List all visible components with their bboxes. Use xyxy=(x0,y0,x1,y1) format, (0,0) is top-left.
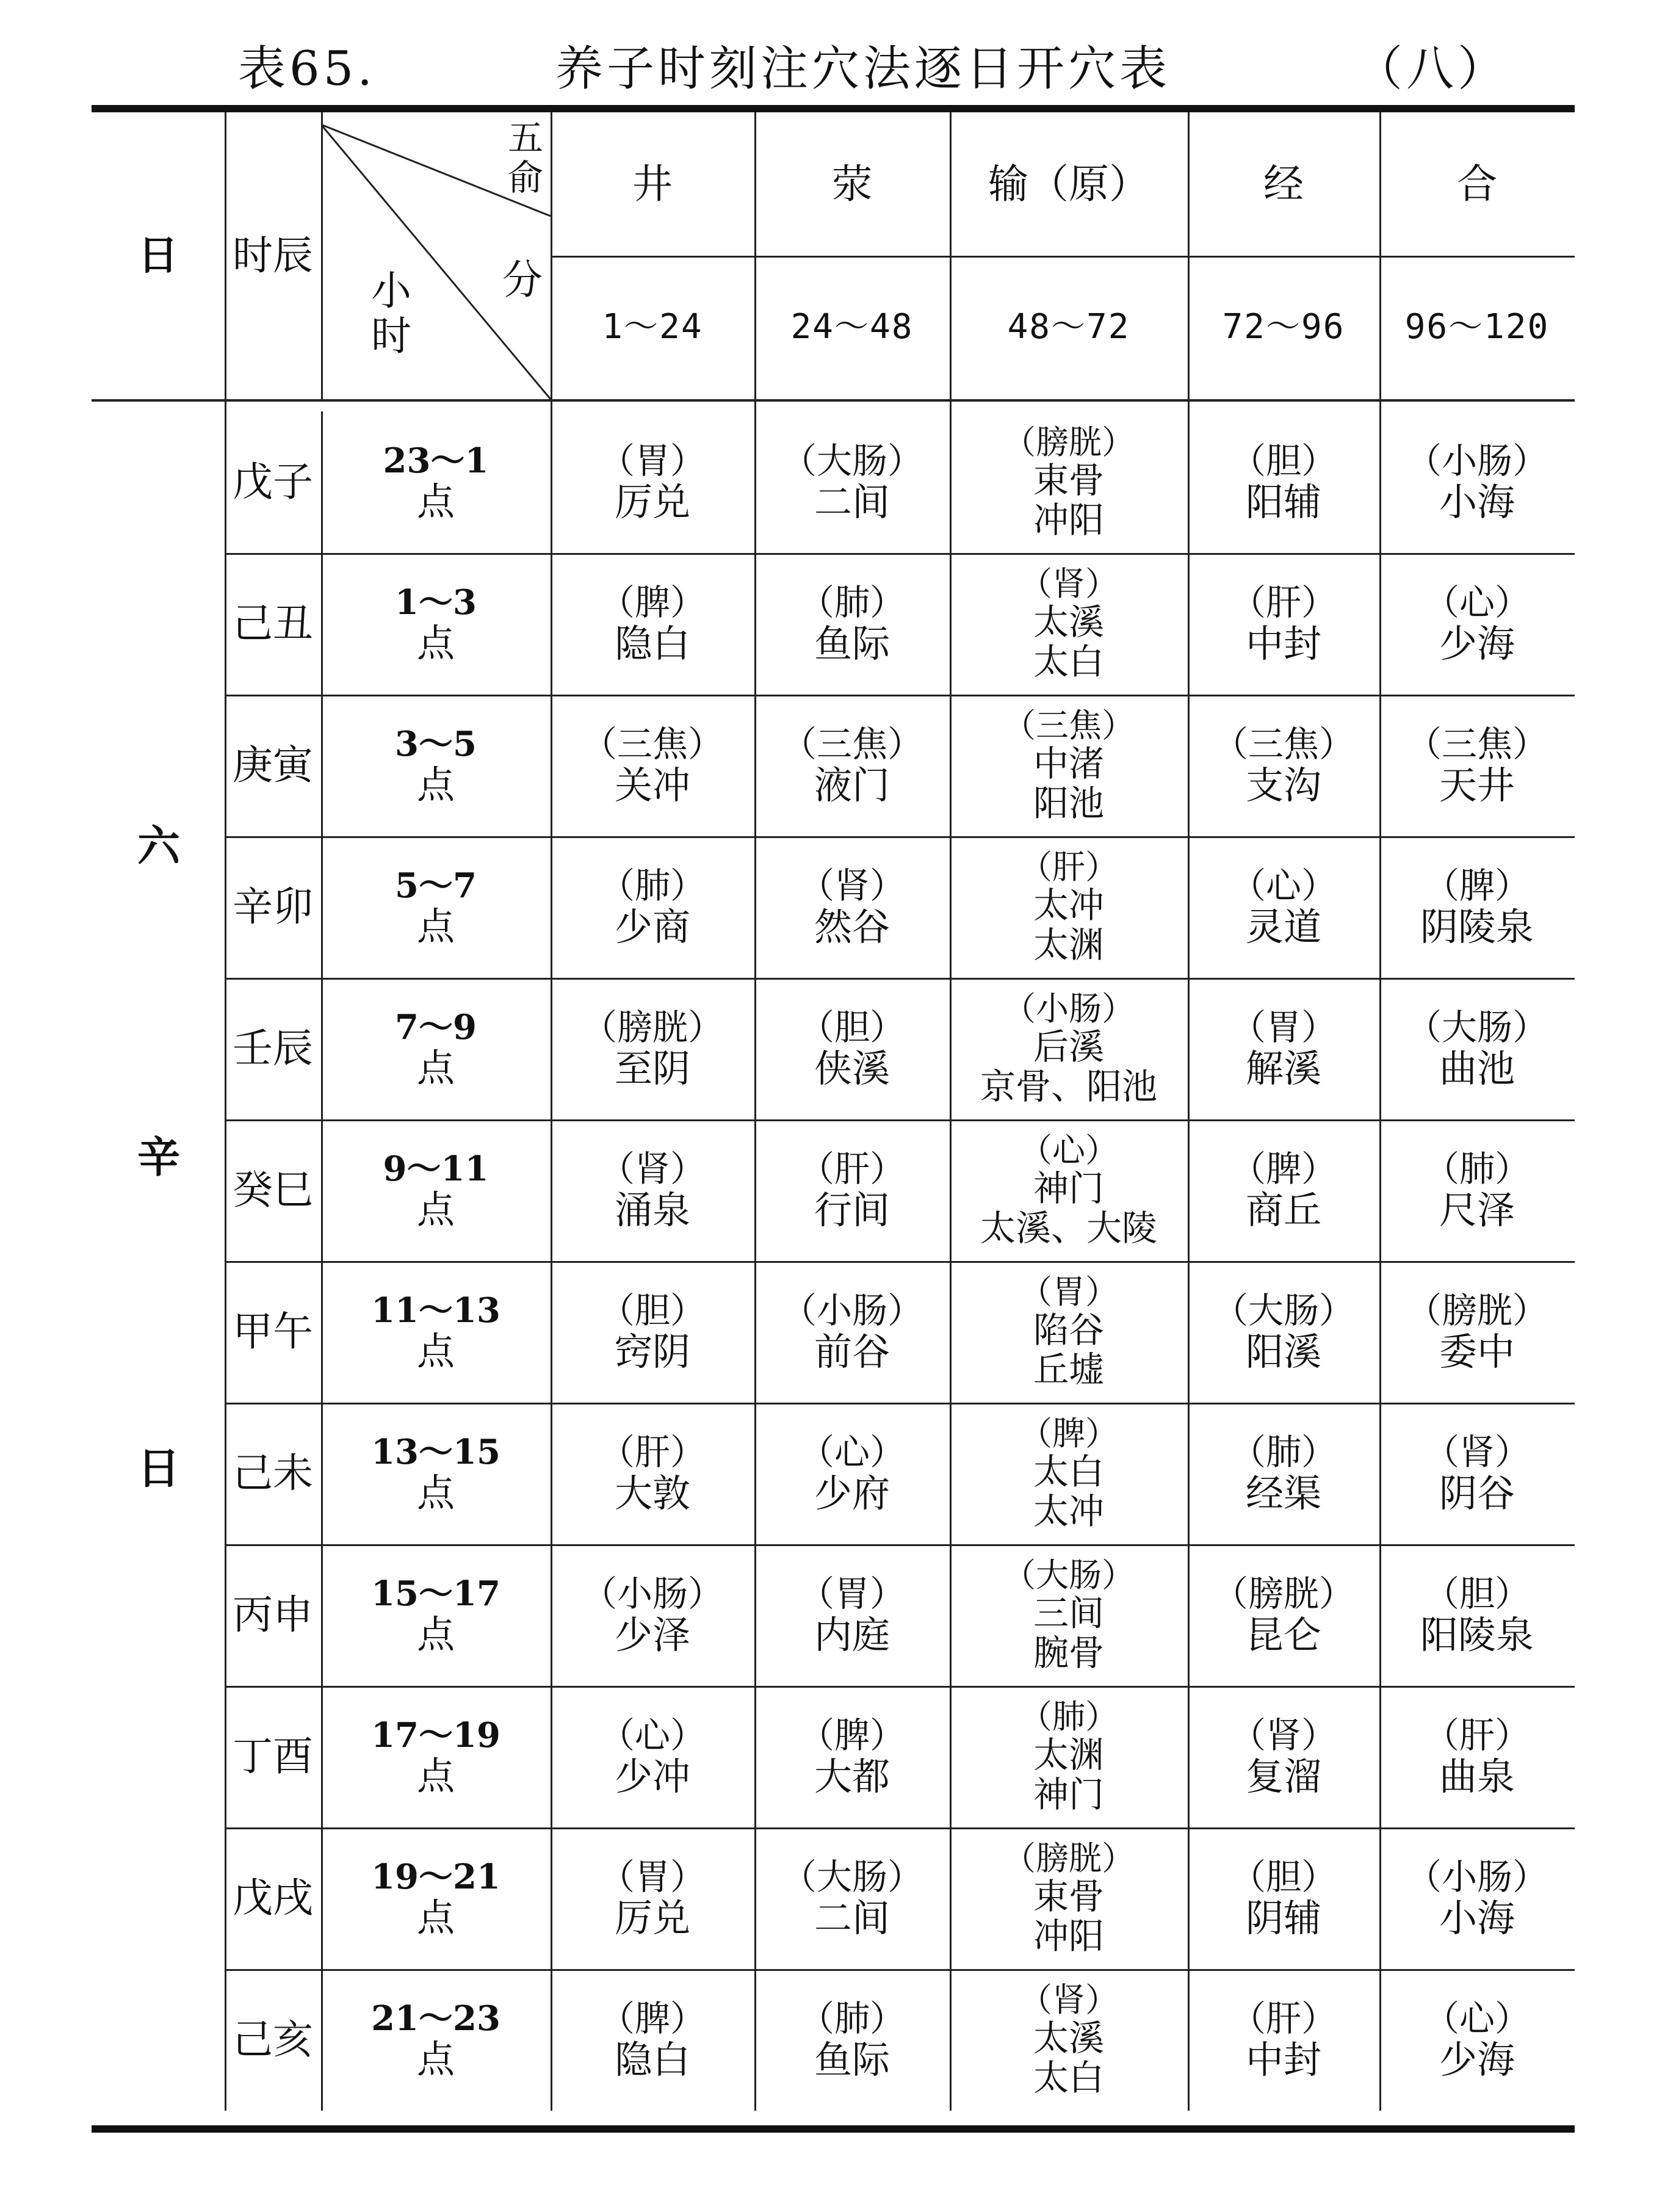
branch-cell xyxy=(225,1261,321,1403)
acupoint-name: 陷谷 xyxy=(1033,1309,1104,1351)
acupoint-name: 厉兑 xyxy=(614,1895,690,1940)
day-group-char-0: 六 xyxy=(137,820,180,871)
meridian-label: （肺） xyxy=(1230,1431,1337,1473)
row-divider xyxy=(225,1827,1575,1829)
time-cell xyxy=(321,1544,551,1686)
branch-label: 戊戌 xyxy=(233,1874,313,1922)
acupoint-cell xyxy=(950,1261,1188,1403)
acupoint-cell xyxy=(551,411,754,553)
acupoint-name: 少海 xyxy=(1439,621,1515,666)
acupoint-name: 阴辅 xyxy=(1245,1895,1321,1940)
acupoint-name: 束骨 xyxy=(1033,1876,1104,1918)
meridian-label: （肺） xyxy=(1423,1148,1530,1190)
day-group-char-2: 日 xyxy=(137,1443,180,1494)
branch-label: 己未 xyxy=(233,1450,313,1497)
grid-vline xyxy=(321,112,323,399)
acupoint-cell xyxy=(1188,1544,1379,1686)
time-range: 13～15 xyxy=(371,1431,500,1472)
meridian-label: （肾） xyxy=(1019,564,1118,603)
time-range: 1～3 xyxy=(395,582,477,623)
acupoint-name: 灵道 xyxy=(1245,904,1321,949)
time-range: 23～1 xyxy=(383,440,489,481)
row-divider xyxy=(225,1686,1575,1688)
time-range: 15～17 xyxy=(371,1573,500,1614)
acupoint-name: 太白 xyxy=(1033,641,1104,683)
header-bottom-line xyxy=(92,399,1575,402)
meridian-label: （胆） xyxy=(599,1289,706,1331)
meridian-label: （肝） xyxy=(1230,581,1337,623)
grid-vline xyxy=(950,112,952,2111)
meridian-label: （心） xyxy=(798,1431,905,1473)
acupoint-cell xyxy=(1379,1119,1575,1261)
meridian-label: （心） xyxy=(1423,1997,1530,2039)
acupoint-cell xyxy=(754,553,950,695)
acupoint-cell xyxy=(1379,1827,1575,1969)
meridian-label: （大肠） xyxy=(781,1856,923,1898)
acupoint-name: 阳辅 xyxy=(1245,479,1321,524)
acupoint-name: 冲阳 xyxy=(1033,499,1104,541)
acupoint-name: 鱼际 xyxy=(814,621,890,666)
branch-label: 戊子 xyxy=(233,458,313,506)
time-unit: 点 xyxy=(416,1187,455,1232)
acupoint-cell xyxy=(1188,1403,1379,1544)
acupoint-name: 二间 xyxy=(814,479,890,524)
meridian-label: （脾） xyxy=(1019,1414,1118,1453)
time-column-header: 时辰 xyxy=(233,232,313,280)
acupoint-cell xyxy=(1188,695,1379,836)
acupoint-name: 丘墟 xyxy=(1033,1349,1104,1391)
time-unit: 点 xyxy=(416,1328,455,1373)
acupoint-cell xyxy=(1188,1969,1379,2111)
meridian-label: （肾） xyxy=(1019,1980,1118,2019)
acupoint-name: 然谷 xyxy=(814,904,890,949)
acupoint-name: 少商 xyxy=(614,904,690,949)
acupoint-cell xyxy=(1188,553,1379,695)
acupoint-name: 中渚 xyxy=(1033,743,1104,785)
meridian-label: （胆） xyxy=(798,1006,905,1048)
acupoint-cell xyxy=(754,1969,950,2111)
acupoint-cell xyxy=(1188,1827,1379,1969)
time-unit: 点 xyxy=(416,903,455,949)
acupoint-name: 液门 xyxy=(814,762,890,808)
branch-label: 己亥 xyxy=(233,2016,313,2064)
meridian-label: （心） xyxy=(1019,1130,1118,1169)
acupoint-name: 侠溪 xyxy=(814,1046,890,1091)
meridian-label: （肾） xyxy=(599,1148,706,1190)
acupoint-name: 曲泉 xyxy=(1439,1754,1515,1799)
row-divider xyxy=(225,1119,1575,1121)
minute-range-0: 1～24 xyxy=(602,307,703,347)
time-unit: 点 xyxy=(416,1895,455,1940)
meridian-label: （小肠） xyxy=(1406,1856,1548,1898)
acupoint-name: 尺泽 xyxy=(1439,1187,1515,1232)
meridian-label: （小肠） xyxy=(1406,439,1548,482)
column-header-2: 输（原） xyxy=(988,160,1149,208)
acupoint-cell xyxy=(950,1119,1188,1261)
time-unit: 点 xyxy=(416,1611,455,1657)
acupoint-name: 少泽 xyxy=(614,1612,690,1657)
acupoint-name: 前谷 xyxy=(814,1329,890,1374)
row-divider xyxy=(225,1969,1575,1971)
acupoint-name: 委中 xyxy=(1439,1329,1515,1374)
acupoint-name: 太溪、大陵 xyxy=(980,1207,1157,1249)
diagonal-header-cell xyxy=(321,112,551,399)
acupoint-cell xyxy=(950,1403,1188,1544)
acupoint-cell xyxy=(1188,978,1379,1119)
meridian-label: （三焦） xyxy=(1003,706,1135,745)
meridian-label: （大肠） xyxy=(1212,1289,1354,1331)
header-mid-line xyxy=(551,256,1575,258)
meridian-label: （膀胱） xyxy=(1406,1289,1548,1331)
row-divider xyxy=(225,1544,1575,1546)
meridian-label: （脾） xyxy=(599,581,706,623)
column-header-4: 合 xyxy=(1457,160,1497,208)
acupoint-name: 大敦 xyxy=(614,1470,690,1516)
acupoint-name: 阳池 xyxy=(1033,783,1104,825)
time-unit: 点 xyxy=(416,2036,455,2081)
row-divider xyxy=(225,1403,1575,1404)
meridian-label: （三焦） xyxy=(1406,723,1548,765)
time-range: 9～11 xyxy=(383,1148,489,1189)
meridian-label: （肝） xyxy=(1230,1997,1337,2039)
meridian-label: （脾） xyxy=(599,1997,706,2039)
meridian-label: （肝） xyxy=(1423,1714,1530,1756)
acupoint-cell xyxy=(1379,1403,1575,1544)
meridian-label: （大肠） xyxy=(1003,1555,1135,1594)
meridian-label: （肝） xyxy=(599,1431,706,1473)
acupoint-cell xyxy=(1188,411,1379,553)
row-divider xyxy=(225,553,1575,555)
acupoint-name: 神门 xyxy=(1033,1168,1104,1210)
branch-cell xyxy=(225,1119,321,1261)
meridian-label: （肝） xyxy=(798,1148,905,1190)
branch-label: 辛卯 xyxy=(233,883,313,931)
meridian-label: （心） xyxy=(599,1714,706,1756)
branch-cell xyxy=(225,1827,321,1969)
diagonal-label-minute: 分 xyxy=(502,256,543,304)
meridian-label: （胃） xyxy=(1230,1006,1337,1048)
acupoint-name: 二间 xyxy=(814,1895,890,1940)
acupoint-name: 鱼际 xyxy=(814,2037,890,2082)
acupoint-cell xyxy=(754,1403,950,1544)
acupoint-name: 太渊 xyxy=(1033,1734,1104,1776)
row-divider xyxy=(225,1261,1575,1263)
acupoint-cell xyxy=(551,1119,754,1261)
acupoint-name: 腕骨 xyxy=(1033,1632,1104,1674)
time-cell xyxy=(321,1686,551,1827)
minute-range-4: 96～120 xyxy=(1404,307,1550,347)
time-range: 7～9 xyxy=(395,1007,477,1047)
branch-cell xyxy=(225,1544,321,1686)
acupoint-cell xyxy=(551,553,754,695)
meridian-label: （胆） xyxy=(1230,1856,1337,1898)
acupoint-name: 少府 xyxy=(814,1470,890,1516)
acupoint-name: 隐白 xyxy=(614,621,690,666)
meridian-label: （脾） xyxy=(798,1714,905,1756)
branch-cell xyxy=(225,1969,321,2111)
acupoint-name: 厉兑 xyxy=(614,479,690,524)
time-range: 21～23 xyxy=(371,1998,500,2039)
time-cell xyxy=(321,1119,551,1261)
time-unit: 点 xyxy=(416,1470,455,1515)
row-divider xyxy=(225,695,1575,696)
top-rule xyxy=(92,105,1575,112)
acupoint-name: 窍阴 xyxy=(614,1329,690,1374)
meridian-label: （肺） xyxy=(798,581,905,623)
acupoint-cell xyxy=(1379,1544,1575,1686)
day-column-header: 日 xyxy=(138,231,178,280)
meridian-label: （胃） xyxy=(599,439,706,482)
meridian-label: （膀胱） xyxy=(1003,1838,1135,1878)
meridian-label: （心） xyxy=(1423,581,1530,623)
acupoint-name: 至阴 xyxy=(614,1046,690,1091)
grid-vline xyxy=(225,112,226,2111)
time-cell xyxy=(321,1969,551,2111)
branch-label: 壬辰 xyxy=(233,1025,313,1072)
acupoint-cell xyxy=(551,1544,754,1686)
diagonal-label-hour: 小 时 xyxy=(371,267,411,360)
branch-label: 己丑 xyxy=(233,600,313,648)
acupoint-cell xyxy=(950,836,1188,978)
meridian-label: （胆） xyxy=(1230,439,1337,482)
acupoint-cell xyxy=(950,1969,1188,2111)
acupoint-cell xyxy=(551,1261,754,1403)
table-part-label: （八） xyxy=(1355,42,1509,96)
meridian-label: （脾） xyxy=(1230,1148,1337,1190)
column-header-0: 井 xyxy=(632,160,673,208)
time-cell xyxy=(321,553,551,695)
time-cell xyxy=(321,1261,551,1403)
branch-cell xyxy=(225,553,321,695)
meridian-label: （肺） xyxy=(599,864,706,906)
acupoint-name: 行间 xyxy=(814,1187,890,1232)
acupoint-cell xyxy=(754,1827,950,1969)
meridian-label: （大肠） xyxy=(781,439,923,482)
branch-label: 庚寅 xyxy=(233,742,313,789)
acupoint-name: 冲阳 xyxy=(1033,1915,1104,1957)
acupoint-cell xyxy=(754,978,950,1119)
time-range: 17～19 xyxy=(371,1715,500,1755)
meridian-label: （肺） xyxy=(798,1997,905,2039)
column-header-3: 经 xyxy=(1263,160,1304,208)
meridian-label: （膀胱） xyxy=(581,1006,723,1048)
time-cell xyxy=(321,836,551,978)
acupoint-cell xyxy=(950,1827,1188,1969)
acupoint-cell xyxy=(1188,1261,1379,1403)
acupoint-name: 支沟 xyxy=(1245,762,1321,808)
acupoint-cell xyxy=(1379,978,1575,1119)
meridian-label: （膀胱） xyxy=(1003,422,1135,461)
acupoint-cell xyxy=(551,1686,754,1827)
time-unit: 点 xyxy=(416,620,455,665)
row-divider xyxy=(225,978,1575,980)
meridian-label: （胃） xyxy=(1019,1272,1118,1311)
time-range: 3～5 xyxy=(395,723,477,764)
acupoint-name: 阳溪 xyxy=(1245,1329,1321,1374)
row-divider xyxy=(225,836,1575,838)
time-unit: 点 xyxy=(416,1753,455,1798)
meridian-label: （肾） xyxy=(1423,1431,1530,1473)
meridian-label: （三焦） xyxy=(581,723,723,765)
acupoint-cell xyxy=(754,695,950,836)
meridian-label: （心） xyxy=(1230,864,1337,906)
meridian-label: （脾） xyxy=(1423,864,1530,906)
time-cell xyxy=(321,1403,551,1544)
acupoint-cell xyxy=(1188,1686,1379,1827)
acupoint-cell xyxy=(950,1544,1188,1686)
acupoint-name: 商丘 xyxy=(1245,1187,1321,1232)
table-title: 养子时刻注穴法逐日开穴表 xyxy=(555,42,1171,96)
day-group-char-1: 辛 xyxy=(137,1132,180,1182)
time-unit: 点 xyxy=(416,762,455,807)
meridian-label: （胃） xyxy=(798,1572,905,1614)
time-cell xyxy=(321,411,551,553)
acupoint-name: 太白 xyxy=(1033,2057,1104,2099)
acupoint-cell xyxy=(551,978,754,1119)
branch-cell xyxy=(225,695,321,836)
meridian-label: （三焦） xyxy=(781,723,923,765)
meridian-label: （小肠） xyxy=(581,1572,723,1614)
acupoint-name: 大都 xyxy=(814,1754,890,1799)
acupoint-cell xyxy=(1379,1969,1575,2111)
branch-label: 丁酉 xyxy=(233,1733,313,1780)
branch-label: 丙申 xyxy=(233,1591,313,1639)
acupoint-cell xyxy=(950,553,1188,695)
acupoint-cell xyxy=(551,1969,754,2111)
acupoint-name: 小海 xyxy=(1439,1895,1515,1940)
acupoint-name: 太溪 xyxy=(1033,2017,1104,2059)
acupoint-cell xyxy=(950,978,1188,1119)
acupoint-cell xyxy=(1379,695,1575,836)
meridian-label: （三焦） xyxy=(1212,723,1354,765)
acupoint-cell xyxy=(950,695,1188,836)
acupoint-cell xyxy=(754,1544,950,1686)
acupoint-name: 曲池 xyxy=(1439,1046,1515,1091)
grid-vline xyxy=(1188,112,1190,2111)
branch-cell xyxy=(225,1403,321,1544)
time-cell xyxy=(321,695,551,836)
acupoint-name: 关冲 xyxy=(614,762,690,808)
acupoint-cell xyxy=(551,1827,754,1969)
acupoint-cell xyxy=(1188,836,1379,978)
meridian-label: （膀胱） xyxy=(1212,1572,1354,1614)
time-range: 19～21 xyxy=(371,1856,500,1897)
branch-cell xyxy=(225,411,321,553)
time-unit: 点 xyxy=(416,1045,455,1090)
acupoint-name: 京骨、阳池 xyxy=(980,1066,1157,1108)
branch-label: 癸巳 xyxy=(233,1166,313,1214)
acupoint-name: 后溪 xyxy=(1033,1026,1104,1068)
acupoint-cell xyxy=(551,695,754,836)
grid-vline xyxy=(1379,112,1381,2111)
meridian-label: （肾） xyxy=(798,864,905,906)
acupoint-name: 少海 xyxy=(1439,2037,1515,2082)
acupoint-table xyxy=(92,112,1575,2125)
diagonal-label-wushu: 五 俞 xyxy=(507,117,543,198)
acupoint-name: 复溜 xyxy=(1245,1754,1321,1799)
acupoint-name: 太渊 xyxy=(1033,924,1104,966)
meridian-label: （肺） xyxy=(1019,1697,1118,1736)
column-header-1: 荥 xyxy=(832,160,872,208)
acupoint-name: 中封 xyxy=(1245,621,1321,666)
acupoint-name: 阴谷 xyxy=(1439,1470,1515,1516)
table-caption xyxy=(92,18,1593,110)
acupoint-cell xyxy=(754,1261,950,1403)
table-number: 表65. xyxy=(238,42,377,96)
time-unit: 点 xyxy=(416,479,455,524)
acupoint-cell xyxy=(754,1686,950,1827)
minute-range-3: 72～96 xyxy=(1222,307,1345,347)
acupoint-name: 神门 xyxy=(1033,1774,1104,1816)
meridian-label: （胃） xyxy=(599,1856,706,1898)
grid-vline xyxy=(754,112,756,2111)
branch-label: 甲午 xyxy=(233,1308,313,1356)
meridian-label: （肝） xyxy=(1019,847,1118,886)
branch-cell xyxy=(225,836,321,978)
acupoint-cell xyxy=(1188,1119,1379,1261)
acupoint-cell xyxy=(1379,553,1575,695)
time-range: 11～13 xyxy=(371,1290,500,1331)
acupoint-cell xyxy=(551,836,754,978)
acupoint-name: 涌泉 xyxy=(614,1187,690,1232)
meridian-label: （肾） xyxy=(1230,1714,1337,1756)
acupoint-name: 解溪 xyxy=(1245,1046,1321,1091)
time-range: 5～7 xyxy=(395,865,477,906)
acupoint-name: 太冲 xyxy=(1033,1491,1104,1533)
acupoint-name: 天井 xyxy=(1439,762,1515,808)
acupoint-name: 少冲 xyxy=(614,1754,690,1799)
branch-cell xyxy=(225,978,321,1119)
acupoint-name: 阳陵泉 xyxy=(1420,1612,1534,1657)
acupoint-cell xyxy=(1379,836,1575,978)
grid-vline xyxy=(551,112,552,2111)
acupoint-name: 阴陵泉 xyxy=(1420,904,1534,949)
acupoint-name: 内庭 xyxy=(814,1612,890,1657)
meridian-label: （小肠） xyxy=(781,1289,923,1331)
time-cell xyxy=(321,1827,551,1969)
acupoint-cell xyxy=(754,836,950,978)
meridian-label: （胆） xyxy=(1423,1572,1530,1614)
acupoint-cell xyxy=(950,411,1188,553)
acupoint-name: 三间 xyxy=(1033,1592,1104,1635)
acupoint-name: 隐白 xyxy=(614,2037,690,2082)
minute-range-1: 24～48 xyxy=(790,307,914,347)
acupoint-cell xyxy=(950,1686,1188,1827)
meridian-label: （大肠） xyxy=(1406,1006,1548,1048)
acupoint-name: 中封 xyxy=(1245,2037,1321,2082)
acupoint-cell xyxy=(1379,1261,1575,1403)
branch-cell xyxy=(225,1686,321,1827)
acupoint-name: 束骨 xyxy=(1033,460,1104,502)
acupoint-name: 太冲 xyxy=(1033,884,1104,927)
acupoint-cell xyxy=(754,411,950,553)
bottom-rule xyxy=(92,2125,1575,2133)
time-cell xyxy=(321,978,551,1119)
acupoint-name: 太溪 xyxy=(1033,601,1104,643)
acupoint-cell xyxy=(754,1119,950,1261)
acupoint-name: 太白 xyxy=(1033,1451,1104,1493)
meridian-label: （小肠） xyxy=(1003,989,1135,1028)
acupoint-cell xyxy=(1379,411,1575,553)
acupoint-cell xyxy=(551,1403,754,1544)
acupoint-name: 经渠 xyxy=(1245,1470,1321,1516)
acupoint-name: 昆仑 xyxy=(1245,1612,1321,1657)
acupoint-cell xyxy=(1379,1686,1575,1827)
acupoint-name: 小海 xyxy=(1439,479,1515,524)
minute-range-2: 48～72 xyxy=(1007,307,1130,347)
